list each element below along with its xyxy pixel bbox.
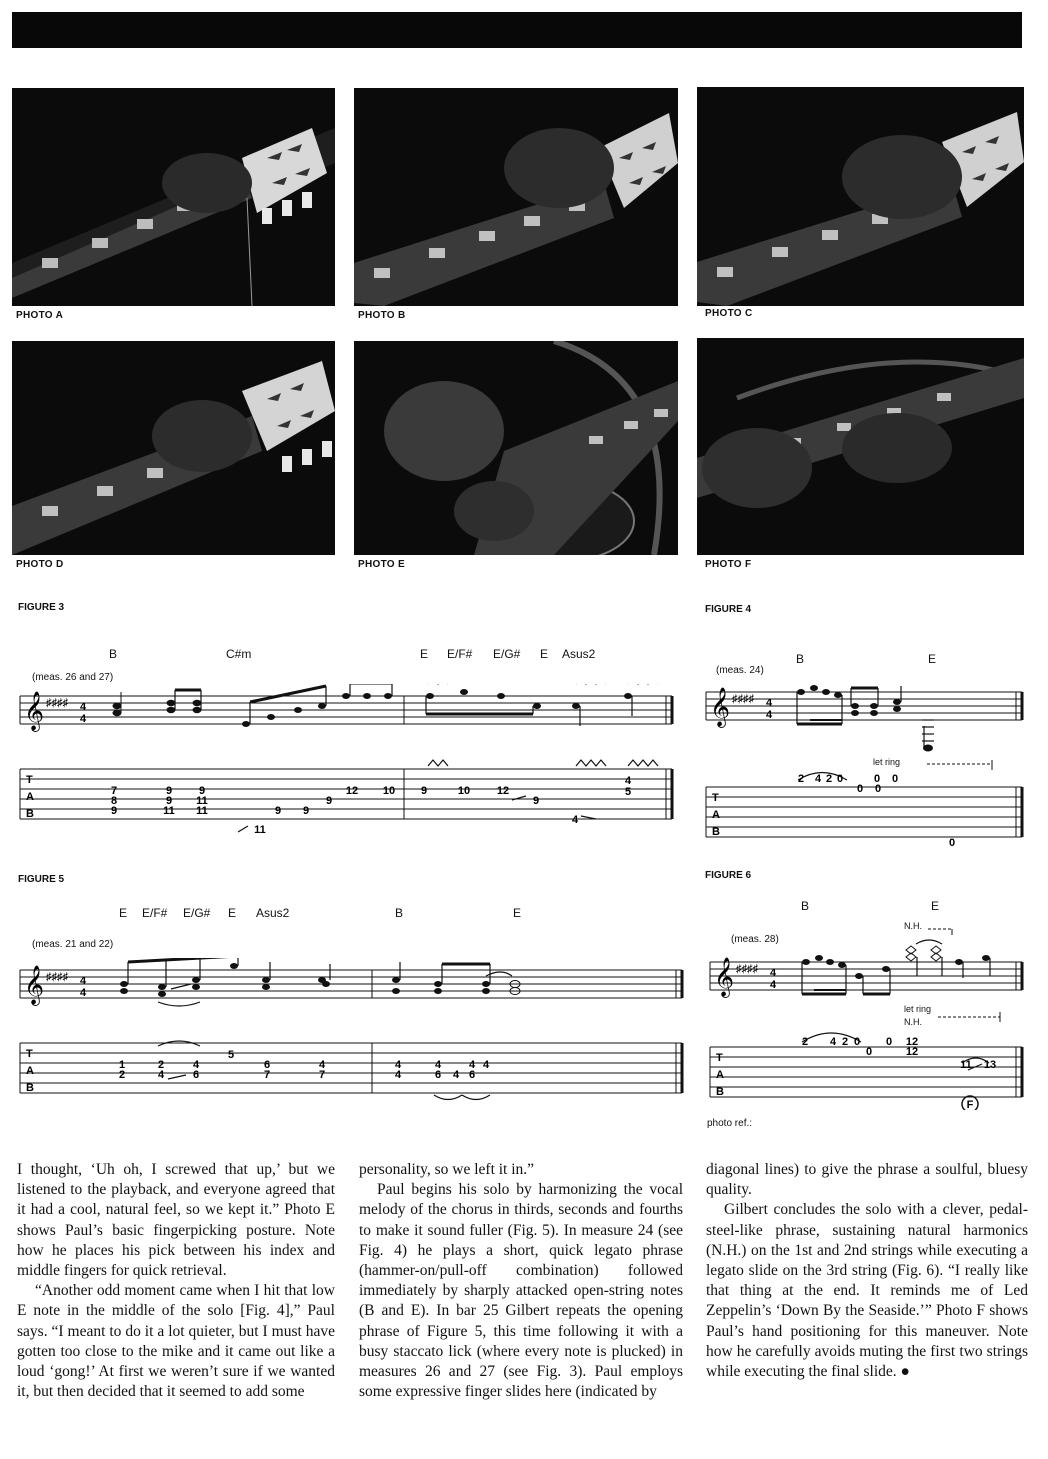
figure-5-notation	[16, 958, 684, 1108]
photo-e-caption: PHOTO E	[358, 559, 405, 570]
tab-letter: T	[26, 774, 33, 786]
tab-letter: A	[712, 809, 720, 821]
photo-b-caption: PHOTO B	[358, 310, 406, 321]
tab-number: 6	[468, 1069, 476, 1081]
svg-text:4: 4	[770, 979, 777, 991]
article-column-2	[359, 1160, 683, 1402]
tab-number: 11	[254, 824, 266, 836]
paragraph: Paul begins his solo by harmonizing the vocal melody of the chorus in thirds, seconds and fourths to make it sound fuller (Fig. 5). In measure 24 (see Fig. 4) he plays a short, quick legato phrase (hammer-on/pull-off combination) followed immediately by sharply attacked open-string notes (B and E). In bar 25 Gilbert repeats the opening phrase of Figure 5, this time following it with a busy staccato lick (where every note is plucked) in measures 26 and 27 (see Fig. 3). Paul employs some expressive finger slides here (indicated by	[359, 1181, 683, 1401]
fig6-measure: (meas. 28)	[731, 934, 779, 945]
tab-number: 0	[836, 773, 844, 785]
photo-d	[12, 341, 335, 555]
fig5-chord: E/F#	[142, 906, 168, 920]
fig6-chord: B	[801, 899, 810, 913]
tab-number: 2	[118, 1069, 126, 1081]
tab-number: 0	[891, 773, 899, 785]
tab-number: 2	[841, 1036, 849, 1048]
tab-number: 9	[325, 795, 333, 807]
tab-letter: T	[716, 1052, 723, 1064]
photo-ref-label: F	[966, 1099, 974, 1110]
figure-4-label: FIGURE 4	[705, 604, 752, 615]
tab-number: 7	[318, 1069, 326, 1081]
tab-number: 12	[496, 785, 510, 797]
tab-number: 9	[302, 805, 310, 817]
tab-number: 7	[110, 785, 118, 797]
svg-text:♯♯♯♯: ♯♯♯♯	[732, 693, 754, 705]
fig6-chord: E	[931, 899, 940, 913]
svg-text:4: 4	[80, 713, 87, 725]
tab-letter: T	[26, 1048, 33, 1060]
tab-number: 10	[457, 785, 471, 797]
tab-number: 1	[118, 1059, 126, 1071]
tab-number: 4	[434, 1059, 442, 1071]
tab-number: 4	[814, 773, 822, 785]
article-column-3	[706, 1160, 1028, 1382]
tab-number: 4	[829, 1036, 837, 1048]
fig6-let-ring-nh: N.H.	[904, 1017, 922, 1027]
photo-a-caption: PHOTO A	[16, 310, 64, 321]
svg-text:4: 4	[80, 975, 87, 987]
tab-number: 11	[163, 805, 175, 817]
paragraph: diagonal lines) to give the phrase a soulful, bluesy quality.	[706, 1161, 1028, 1199]
tab-number: 6	[192, 1069, 200, 1081]
paragraph: Gilbert concludes the solo with a clever, pedal-steel-like phrase, sustaining natural harmonics (N.H.) on the 1st and 2nd strings while executing a legato slide on the 3rd string (Fig. 6). “I really like that thing at the end. It reminds me of Led Zeppelin’s ‘Down By the Seaside.’” Photo F shows Paul’s hand positioning for this maneuver. Note how he carefully avoids muting the first two strings while executing the final slide. ●	[706, 1201, 1028, 1381]
svg-text:4: 4	[766, 697, 773, 709]
tab-number: 4	[157, 1069, 165, 1081]
fig5-chord: E	[119, 906, 128, 920]
tab-number: 0	[874, 783, 882, 795]
fig3-measure: (meas. 26 and 27)	[32, 672, 114, 683]
figure-3-notation	[16, 684, 676, 844]
tab-letter: B	[26, 808, 34, 820]
tab-number: 12	[345, 785, 359, 797]
fig4-chord: E	[928, 652, 937, 666]
tab-number: 4	[192, 1059, 200, 1071]
fig5-chord: E	[228, 906, 237, 920]
tab-number: 0	[948, 837, 956, 849]
fig3-chord: C#m	[226, 647, 252, 661]
figure-3-label: FIGURE 3	[18, 602, 65, 613]
fig3-chord: E/G#	[493, 647, 521, 661]
svg-text:4: 4	[770, 967, 777, 979]
fig6-nh: N.H.	[904, 921, 922, 931]
tab-number: 8	[110, 795, 118, 807]
tab-number: 2	[157, 1059, 165, 1071]
figure-6-label: FIGURE 6	[705, 870, 752, 881]
tab-number: 9	[420, 785, 428, 797]
tab-number: 11	[196, 795, 208, 807]
tab-number: 5	[227, 1049, 235, 1061]
svg-text:♯♯♯♯: ♯♯♯♯	[736, 963, 758, 975]
fig3-chord: Asus2	[562, 647, 596, 661]
svg-text:𝄞: 𝄞	[24, 692, 45, 730]
tab-number: 4	[624, 775, 632, 787]
tab-number: 9	[165, 795, 173, 807]
photo-c	[697, 87, 1024, 306]
tab-number: 11	[960, 1059, 972, 1071]
photo-c-caption: PHOTO C	[705, 308, 753, 319]
svg-text:𝄞: 𝄞	[24, 966, 45, 1004]
figure-6-notation	[706, 920, 1024, 1110]
fig4-chord: B	[796, 652, 805, 666]
photo-f	[697, 338, 1024, 555]
tab-number: 5	[624, 786, 632, 798]
tab-number: 4	[452, 1069, 460, 1081]
article-column-1	[17, 1160, 335, 1402]
svg-text:♯♯♯♯: ♯♯♯♯	[46, 697, 68, 709]
photo-b	[354, 88, 678, 306]
tab-number: 0	[853, 1036, 861, 1048]
fig3-chord: E/F#	[447, 647, 473, 661]
fig3-chord: E	[420, 647, 429, 661]
paragraph: personality, so we left it in.”	[359, 1161, 535, 1178]
fig6-let-ring: let ring	[904, 1004, 932, 1014]
header-bar	[12, 12, 1022, 48]
tab-number: 2	[797, 773, 805, 785]
tab-number: 4	[394, 1069, 402, 1081]
tab-number: 13	[983, 1059, 997, 1071]
svg-text:𝄞: 𝄞	[710, 688, 731, 726]
fig4-measure: (meas. 24)	[716, 665, 764, 676]
fig3-chord: B	[109, 647, 118, 661]
tab-number: 9	[532, 795, 540, 807]
tab-letter: A	[26, 791, 34, 803]
tab-number: 10	[382, 785, 396, 797]
fig5-chord: E/G#	[183, 906, 211, 920]
svg-text:4: 4	[80, 701, 87, 713]
tab-number: 9	[198, 785, 206, 797]
tab-number: 12	[905, 1036, 919, 1048]
photo-d-caption: PHOTO D	[16, 559, 64, 570]
fig5-chord: E	[513, 906, 522, 920]
fig4-let-ring: let ring	[873, 757, 901, 767]
fig6-photo-ref: photo ref.:	[707, 1118, 753, 1129]
svg-text:4: 4	[766, 709, 773, 721]
tab-letter: B	[26, 1082, 34, 1094]
tab-number: 6	[434, 1069, 442, 1081]
tab-number: 11	[196, 805, 208, 817]
fig5-chord: B	[395, 906, 404, 920]
tab-number: 4	[571, 814, 579, 826]
figure-5-label: FIGURE 5	[18, 874, 65, 885]
tab-number: 7	[263, 1069, 271, 1081]
tab-number: 0	[873, 773, 881, 785]
fig3-chord: E	[540, 647, 549, 661]
tab-number: 9	[165, 785, 173, 797]
tab-number: 0	[856, 783, 864, 795]
tab-letter: A	[26, 1065, 34, 1077]
paragraph: I thought, ‘Uh oh, I screwed that up,’ but we listened to the playback, and everyone agreed that it had a cool, natural feel, so we kept it.” Photo E shows Paul’s basic fingerpicking posture. Note how he places his pick between his index and middle fingers for quick retrieval.	[17, 1161, 335, 1280]
tab-number: 9	[274, 805, 282, 817]
tab-letter: B	[712, 826, 720, 838]
fig5-chord: Asus2	[256, 906, 290, 920]
svg-text:4: 4	[80, 987, 87, 999]
tab-letter: B	[716, 1086, 724, 1098]
tab-letter: A	[716, 1069, 724, 1081]
paragraph: “Another odd moment came when I hit that low E note in the middle of the solo [Fig. 4],” Paul says. “I meant to do it a lot quieter, but I must have gotten too close to the mike and it came out like a loud ‘gong!’ At first we weren’t sure if we wanted it, but then decided that it seemed to add some	[17, 1282, 335, 1401]
tab-number: 0	[865, 1046, 873, 1058]
photo-a	[12, 88, 335, 306]
tab-number: 6	[263, 1059, 271, 1071]
svg-text:♯♯♯♯: ♯♯♯♯	[46, 971, 68, 983]
tab-number: 4	[318, 1059, 326, 1071]
tab-number: 12	[905, 1046, 919, 1058]
tab-number: 2	[825, 773, 833, 785]
figure-4-notation	[702, 680, 1024, 850]
fig5-measure: (meas. 21 and 22)	[32, 939, 114, 950]
tab-number: 0	[885, 1036, 893, 1048]
tab-number: 9	[110, 805, 118, 817]
photo-e	[354, 341, 678, 555]
tab-letter: T	[712, 792, 719, 804]
photo-f-caption: PHOTO F	[705, 559, 752, 570]
tab-number: 4	[482, 1059, 490, 1071]
tab-number: 2	[801, 1036, 809, 1048]
tab-number: 4	[468, 1059, 476, 1071]
tab-number: 4	[394, 1059, 402, 1071]
svg-text:𝄞: 𝄞	[714, 958, 735, 996]
